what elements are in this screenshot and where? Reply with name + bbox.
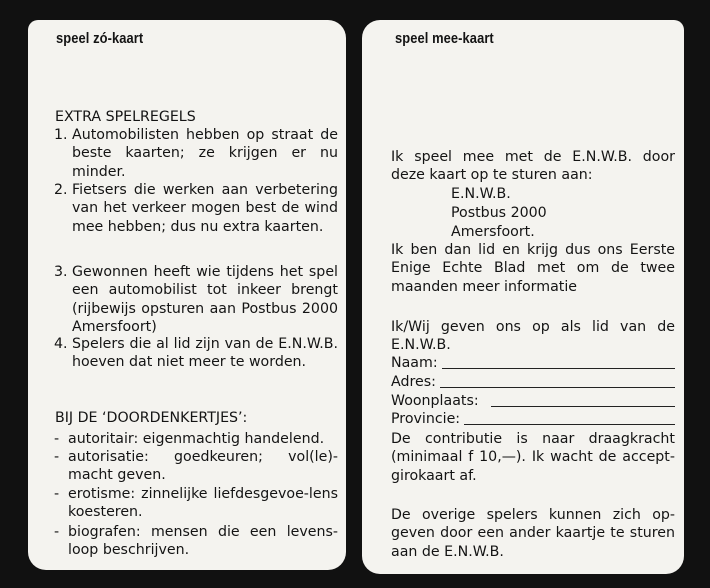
address-line: Postbus 2000 xyxy=(451,205,547,221)
city-field[interactable]: Woonplaats: xyxy=(391,392,675,410)
card-header: speel zó-kaart xyxy=(56,30,144,47)
speel-zo-kaart-card: speel zó-kaart EXTRA SPELREGELS 1. Automobilisten hebben op straat de beste kaarten; ze krijgen er nu minder. 2. Fietsers die werken aan verbetering van het verkeer mogen best de wind mee hebben; dus nu extra kaarten. 3. Gewonnen heeft wie tijdens het spel een automobilist tot inkeer brengt (rijbewijs opsturen aan Postbus 2000 Amersfoort) 4. Spelers die al lid zijn van de E.N.W.B. hoeven dat niet meer te worden. BIJ DE ‘DOORDENKERTJES’: - autoritair: eigenmachtig handelend. - autorisatie: goedkeuren; vol(le)-macht geven. - erotisme: zinnelijke liefdesgevoe-lens koesteren. - biografen: mensen die een levens-loop beschrijven. xyxy=(28,20,346,570)
province-field[interactable]: Provincie: xyxy=(391,410,675,428)
signup-text: Ik/Wij geven ons op als lid van de E.N.W.B. xyxy=(391,319,675,354)
card-header: speel mee-kaart xyxy=(395,30,494,47)
address-field[interactable]: Adres: xyxy=(391,373,675,391)
speel-mee-kaart-card xyxy=(362,20,684,574)
closing-text: De overige spelers kunnen zich op-geven door een ander kaartje te sturen aan de E.N.W.B. xyxy=(391,507,675,560)
name-field[interactable]: Naam: xyxy=(391,354,675,372)
province-input-line[interactable] xyxy=(464,424,675,425)
address-input-line[interactable] xyxy=(440,387,675,388)
membership-text: Ik ben dan lid en krijg dus ons Eerste Enige Echte Blad met om de twee maanden meer informatie xyxy=(391,242,675,295)
section-title: EXTRA SPELREGELS xyxy=(55,109,196,125)
address-line: E.N.W.B. xyxy=(451,186,511,202)
glossary-title: BIJ DE ‘DOORDENKERTJES’: xyxy=(55,410,248,426)
name-input-line[interactable] xyxy=(442,368,675,369)
city-input-line[interactable] xyxy=(491,406,675,407)
intro-text: Ik speel mee met de E.N.W.B. door deze kaart op te sturen aan: xyxy=(391,149,675,184)
address-line: Amersfoort. xyxy=(451,224,535,240)
contribution-text: De contributie is naar draagkracht (minimaal f 10,—). Ik wacht de accept-girokaart af. xyxy=(391,431,675,484)
